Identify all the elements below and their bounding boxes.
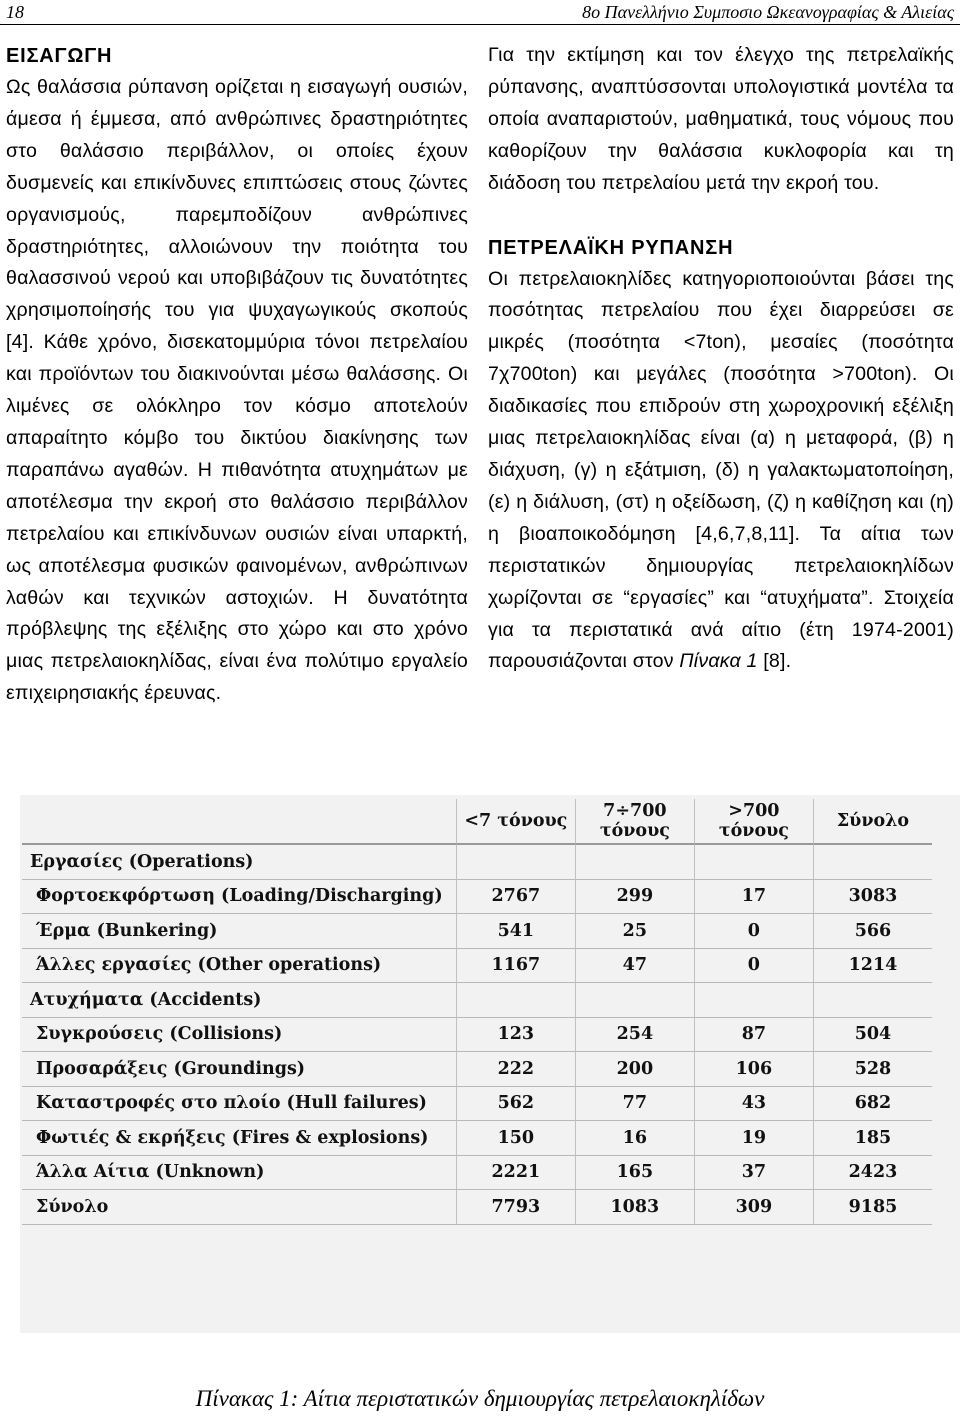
table-row xyxy=(22,1052,932,1087)
intro-paragraph: Ως θαλάσσια ρύπανση ορίζεται η εισαγωγή ουσιών, άμεσα ή έμμεσα, από ανθρώπινες δραστηριότητες στο θαλάσσιο περιβάλλον, οι οποίες έχουν δυσμενείς και επικίνδυνες επιπτώσεις στους ζώντες οργανισμούς, παρεμποδίζουν ανθρώπινες δραστηριότητες, αλλοιώνουν την ποιότητα του θαλασσινού νερού και υποβιβάζουν τις δυνατότητες χρησιμοποίησής του για ψυχαγωγικούς σκοπούς [4]. Κάθε χρόνο, δισεκατομμύρια τόνοι πετρελαίου και προϊόντων του διακινούνται μέσω θαλάσσης. Οι λιμένες σε ολόκληρο τον κόσμο αποτελούν απαραίτητο κόμβο του δικτύου διακίνησης των παραπάνω αγαθών. Η πιθανότητα ατυχημάτων με αποτέλεσμα την εκροή στο θαλάσσιο περιβάλλον πετρελαίου και επικίνδυνων ουσιών είναι υπαρκτή, ως αποτέλεσμα φυσικών φαινομένων, ανθρώπινων λαθών και τεχνικών αστοχιών. Η δυνατότητα πρόβλεψης της εξέλιξης στο χώρο και στο χρόνο μιας πετρελαιοκηλίδας, είναι ένα πολύτιμο εργαλείο επιχειρησιακής έρευνας. xyxy=(6,76,468,705)
left-column xyxy=(6,40,468,710)
total-cell xyxy=(813,983,932,1018)
value-cell xyxy=(456,845,575,880)
running-title: 8ο Πανελλήνιο Συμποσιο Ωκεανογραφίας & Αλιείας xyxy=(582,2,954,22)
value-cell: 37 xyxy=(694,1156,813,1191)
row-label: Έρμα (Bunkering) xyxy=(22,914,456,949)
intro-heading: ΕΙΣΑΓΩΓΗ xyxy=(6,45,113,67)
total-cell: 1214 xyxy=(813,949,932,984)
value-cell: 254 xyxy=(575,1018,694,1053)
citation: [8]. xyxy=(757,650,792,673)
row-label: Καταστροφές στο πλοίο (Hull failures) xyxy=(22,1087,456,1122)
value-cell: 541 xyxy=(456,914,575,949)
table-row xyxy=(22,914,932,949)
value-cell: 0 xyxy=(694,949,813,984)
value-cell: 87 xyxy=(694,1018,813,1053)
value-cell: 106 xyxy=(694,1052,813,1087)
total-cell: 185 xyxy=(813,1121,932,1156)
value-cell xyxy=(575,983,694,1018)
value-cell xyxy=(694,845,813,880)
total-cell: 566 xyxy=(813,914,932,949)
value-cell: 47 xyxy=(575,949,694,984)
total-cell: 682 xyxy=(813,1087,932,1122)
total-cell: 2423 xyxy=(813,1156,932,1191)
table-section-row xyxy=(22,983,932,1018)
value-cell: 43 xyxy=(694,1087,813,1122)
value-cell: 2221 xyxy=(456,1156,575,1191)
table-reference: Πίνακα 1 xyxy=(679,650,758,673)
table-row xyxy=(22,949,932,984)
value-cell: 7793 xyxy=(456,1190,575,1225)
oil-pollution-heading: ΠΕΤΡΕΛΑΪΚΗ ΡΥΠΑΝΣΗ xyxy=(488,236,734,259)
value-cell: 1083 xyxy=(575,1190,694,1225)
total-cell xyxy=(813,845,932,880)
column-header: <7 τόνους xyxy=(456,799,575,845)
column-header: 7÷700 τόνους xyxy=(575,799,694,845)
total-cell: 528 xyxy=(813,1052,932,1087)
row-label: Προσαράξεις (Groundings) xyxy=(22,1052,456,1087)
value-cell: 150 xyxy=(456,1121,575,1156)
value-cell: 299 xyxy=(575,880,694,915)
value-cell: 16 xyxy=(575,1121,694,1156)
row-label: Σύνολο xyxy=(22,1190,456,1225)
value-cell: 562 xyxy=(456,1087,575,1122)
value-cell: 0 xyxy=(694,914,813,949)
value-cell: 200 xyxy=(575,1052,694,1087)
table-row xyxy=(22,1156,932,1191)
right-column xyxy=(488,40,954,678)
table-section-row xyxy=(22,845,932,880)
row-label: Φορτοεκφόρτωση (Loading/Discharging) xyxy=(22,880,456,915)
value-cell: 165 xyxy=(575,1156,694,1191)
value-cell: 25 xyxy=(575,914,694,949)
value-cell: 222 xyxy=(456,1052,575,1087)
total-cell: 504 xyxy=(813,1018,932,1053)
row-label: Άλλες εργασίες (Other operations) xyxy=(22,949,456,984)
value-cell: 2767 xyxy=(456,880,575,915)
table-row xyxy=(22,1087,932,1122)
value-cell: 309 xyxy=(694,1190,813,1225)
value-cell: 77 xyxy=(575,1087,694,1122)
page-number: 18 xyxy=(6,2,24,22)
row-label: Ατυχήματα (Accidents) xyxy=(22,983,456,1018)
value-cell xyxy=(694,983,813,1018)
table-row xyxy=(22,1018,932,1053)
value-cell: 19 xyxy=(694,1121,813,1156)
value-cell xyxy=(575,845,694,880)
table-caption: Πίνακας 1: Αίτια περιστατικών δημιουργίας πετρελαιοκηλίδων xyxy=(195,1386,765,1411)
row-label: Φωτιές & εκρήξεις (Fires & explosions) xyxy=(22,1121,456,1156)
total-cell: 9185 xyxy=(813,1190,932,1225)
table-row xyxy=(22,1121,932,1156)
header-rule xyxy=(0,24,960,25)
row-label: Εργασίες (Operations) xyxy=(22,845,456,880)
column-header: Σύνολο xyxy=(813,799,932,845)
column-header: >700 τόνους xyxy=(694,799,813,845)
page-header xyxy=(0,0,960,22)
oil-pollution-paragraph xyxy=(488,264,954,679)
total-cell: 3083 xyxy=(813,880,932,915)
oil-pollution-text: Οι πετρελαιοκηλίδες κατηγοριοποιούνται βάσει της ποσότητας πετρελαίου που έχει διαρρεύσει σε μικρές (ποσότητα <7ton), μεσαίες (ποσότητα 7χ700ton) και μεγάλες (ποσότητα >700ton). Οι διαδικασίες που επιδρούν στη χωροχρονική εξέλιξη μιας πετρελαιοκηλίδας είναι (α) η μεταφορά, (β) η διάχυση, (γ) η εξάτμιση, (δ) η γαλακτωματοποίηση, (ε) η διάλυση, (στ) η οξείδωση, (ζ) η καθίζηση και (η) η βιοαποικοδόμηση [4,6,7,8,11]. Τα αίτια των περιστατικών δημιουργίας πετρελαιοκηλίδων χωρίζονται σε “εργασίες” και “ατυχήματα”. Στοιχεία για τα περιστατικά ανά αίτιο (έτη 1974-2001) παρουσιάζονται στον xyxy=(488,267,954,673)
value-cell: 123 xyxy=(456,1018,575,1053)
table-row xyxy=(22,1190,932,1225)
value-cell xyxy=(456,983,575,1018)
table-header-blank xyxy=(22,799,456,845)
row-label: Άλλα Αίτια (Unknown) xyxy=(22,1156,456,1191)
models-paragraph: Για την εκτίμηση και τον έλεγχο της πετρελαϊκής ρύπανσης, αναπτύσσονται υπολογιστικά μοντέλα τα οποία αναπαριστούν, μαθηματικά, τους νόμους που καθορίζουν την θαλάσσια κυκλοφορία και τη διάδοση του πετρελαίου μετά την εκροή του. xyxy=(488,44,954,194)
table-header-row xyxy=(22,799,932,845)
incident-table xyxy=(20,795,960,1333)
row-label: Συγκρούσεις (Collisions) xyxy=(22,1018,456,1053)
value-cell: 17 xyxy=(694,880,813,915)
value-cell: 1167 xyxy=(456,949,575,984)
table-row xyxy=(22,880,932,915)
